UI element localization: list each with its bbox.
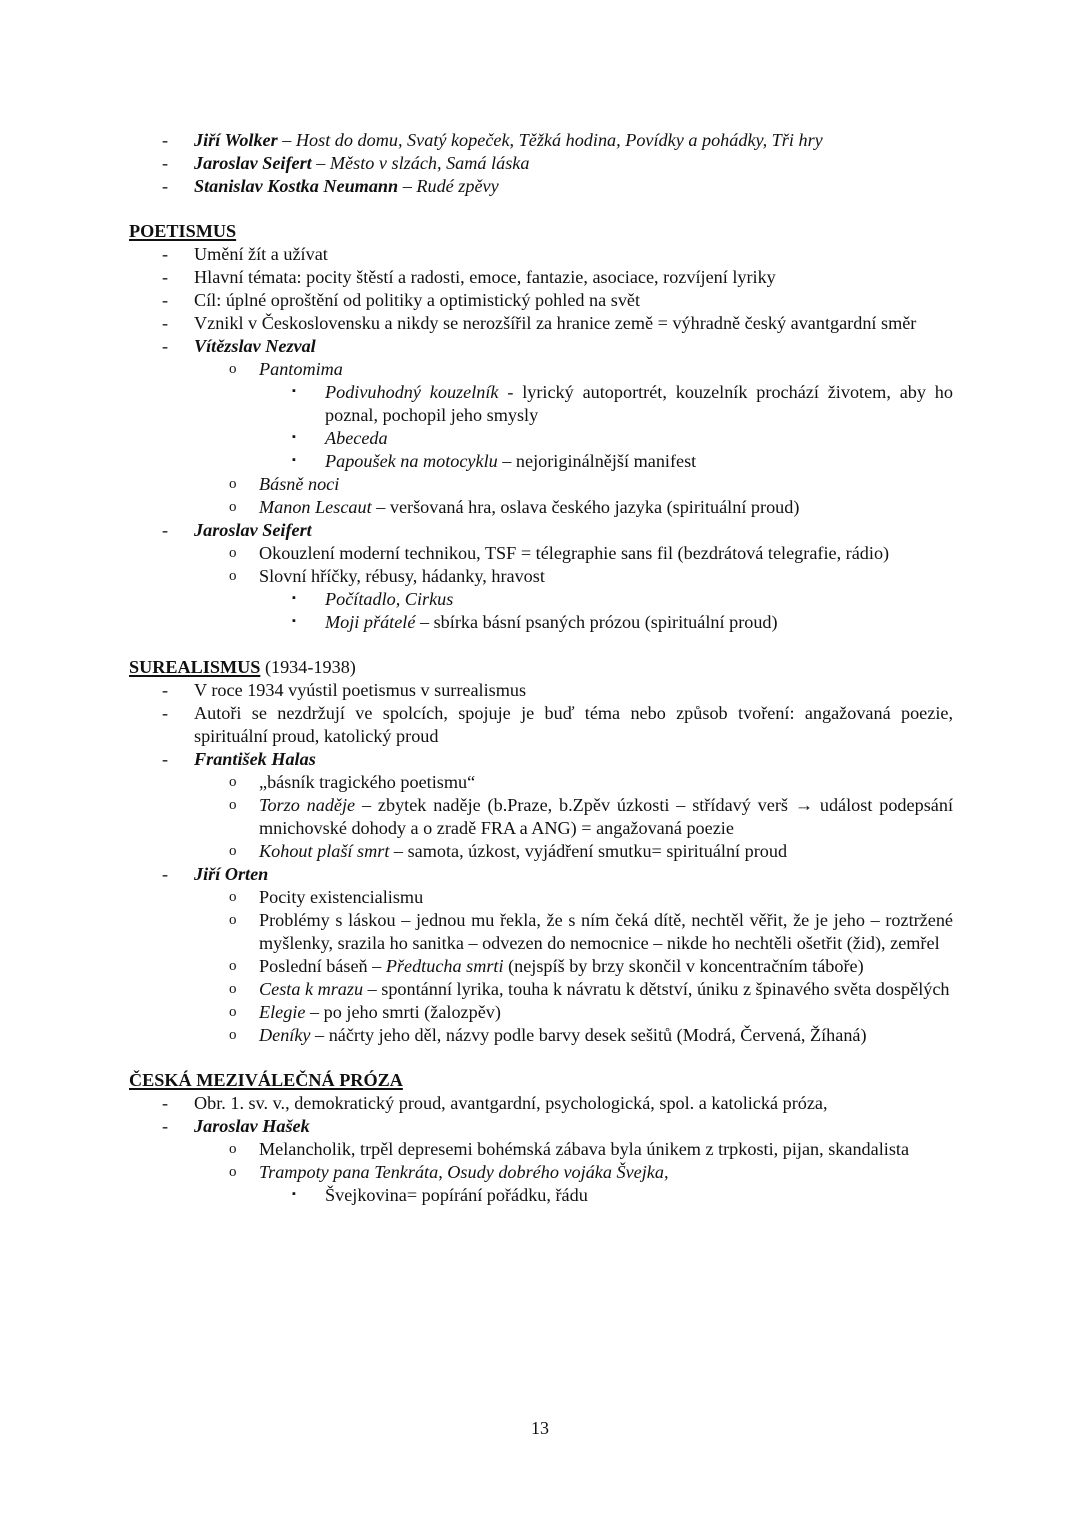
work-title: Elegie bbox=[259, 1002, 306, 1022]
heading-text: ČESKÁ MEZIVÁLEČNÁ PRÓZA bbox=[129, 1070, 403, 1090]
heading-text: SUREALISMUS bbox=[129, 657, 261, 677]
point-text: Autoři se nezdržují ve spolcích, spojuje je buď téma nebo způsob tvoření: angažovaná poezie, spirituální proud, katolický proud bbox=[194, 703, 953, 746]
works-list: Host do domu, Svatý kopeček, Těžká hodina, Povídky a pohádky, Tři hry bbox=[295, 130, 823, 150]
dash-bullet-icon: - bbox=[162, 153, 169, 173]
circle-bullet-icon: o bbox=[229, 774, 237, 790]
list-item bbox=[129, 1115, 953, 1138]
point-text: Pocity existencialismu bbox=[259, 887, 424, 907]
list-item bbox=[129, 542, 953, 565]
point-text: Švejkovina= popírání pořádku, řádu bbox=[325, 1185, 588, 1205]
work-title: Deníky bbox=[259, 1025, 311, 1045]
point-text: Poslední báseň – bbox=[259, 956, 386, 976]
list-item bbox=[129, 243, 953, 266]
circle-bullet-icon: o bbox=[229, 889, 237, 905]
list-item bbox=[129, 175, 953, 198]
list-item bbox=[129, 588, 953, 611]
list-item bbox=[129, 771, 953, 794]
work-title: Pantomima bbox=[259, 359, 343, 379]
list-item bbox=[129, 496, 953, 519]
point-text: Melancholik, trpěl depresemi bohémská zábava byla únikem z trpkosti, pijan, skandalista bbox=[259, 1139, 910, 1159]
list-item bbox=[129, 427, 953, 450]
work-title: Abeceda bbox=[325, 428, 388, 448]
point-text: Okouzlení moderní technikou, TSF = télegraphie sans fil (bezdrátová telegrafie, rádio) bbox=[259, 543, 890, 563]
list-item bbox=[129, 679, 953, 702]
point-text: Umění žít a užívat bbox=[194, 244, 328, 264]
circle-bullet-icon: o bbox=[229, 912, 237, 928]
separator: – bbox=[311, 153, 330, 173]
section-surrealismus bbox=[129, 656, 953, 1047]
work-title: Manon Lescaut bbox=[259, 497, 372, 517]
circle-bullet-icon: o bbox=[229, 797, 237, 813]
work-title: Moji přátelé bbox=[325, 612, 416, 632]
list-item bbox=[129, 886, 953, 909]
intro-author-list bbox=[129, 129, 953, 198]
work-title: Trampoty pana Tenkráta, Osudy dobrého vojáka Švejka, bbox=[259, 1162, 669, 1182]
point-text: – po jeho smrti (žalozpěv) bbox=[305, 1002, 501, 1022]
circle-bullet-icon: o bbox=[229, 499, 237, 515]
point-text: Cíl: úplné oproštění od politiky a optimistický pohled na svět bbox=[194, 290, 641, 310]
list-item bbox=[129, 702, 953, 748]
section-heading bbox=[129, 220, 953, 243]
page-content bbox=[129, 129, 953, 1207]
square-bullet-icon: ▪ bbox=[292, 592, 296, 604]
circle-bullet-icon: o bbox=[229, 1141, 237, 1157]
dash-bullet-icon: - bbox=[162, 1116, 169, 1136]
point-text: – spontánní lyrika, touha k návratu k dětství, úniku z špinavého světa dospělých bbox=[363, 979, 950, 999]
list-item bbox=[129, 312, 953, 335]
dash-bullet-icon: - bbox=[162, 864, 169, 884]
dash-bullet-icon: - bbox=[162, 680, 169, 700]
square-bullet-icon: ▪ bbox=[292, 385, 296, 397]
proza-list bbox=[129, 1092, 953, 1207]
poetismus-list bbox=[129, 243, 953, 634]
list-item bbox=[129, 129, 953, 152]
work-title: Torzo naděje bbox=[259, 795, 356, 815]
list-item bbox=[129, 450, 953, 473]
dash-bullet-icon: - bbox=[162, 336, 169, 356]
list-item bbox=[129, 611, 953, 634]
list-item bbox=[129, 955, 953, 978]
list-item bbox=[129, 266, 953, 289]
circle-bullet-icon: o bbox=[229, 545, 237, 561]
list-item bbox=[129, 473, 953, 496]
circle-bullet-icon: o bbox=[229, 843, 237, 859]
square-bullet-icon: ▪ bbox=[292, 615, 296, 627]
page-number: 13 bbox=[531, 1418, 549, 1438]
author-name: Vítězslav Nezval bbox=[194, 336, 316, 356]
point-text: „básník tragického poetismu“ bbox=[259, 772, 476, 792]
circle-bullet-icon: o bbox=[229, 361, 237, 377]
list-item bbox=[129, 289, 953, 312]
list-item bbox=[129, 1092, 953, 1115]
list-item bbox=[129, 519, 953, 542]
list-item bbox=[129, 381, 953, 427]
work-title: Kohout plaší smrt bbox=[259, 841, 390, 861]
dash-bullet-icon: - bbox=[162, 267, 169, 287]
work-title: Předtucha smrti bbox=[385, 956, 504, 976]
list-item bbox=[129, 794, 953, 840]
square-bullet-icon: ▪ bbox=[292, 454, 296, 466]
dash-bullet-icon: - bbox=[162, 130, 169, 150]
point-text: V roce 1934 vyústil poetismus v surrealismus bbox=[194, 680, 527, 700]
circle-bullet-icon: o bbox=[229, 568, 237, 584]
section-proza bbox=[129, 1069, 953, 1207]
circle-bullet-icon: o bbox=[229, 958, 237, 974]
dash-bullet-icon: - bbox=[162, 176, 169, 196]
heading-text: POETISMUS bbox=[129, 221, 237, 241]
author-name: František Halas bbox=[194, 749, 316, 769]
list-item bbox=[129, 1138, 953, 1161]
point-text: – sbírka básní psaných prózou (spirituální proud) bbox=[415, 612, 778, 632]
section-heading bbox=[129, 1069, 953, 1092]
author-name: Stanislav Kostka Neumann bbox=[194, 176, 399, 196]
list-item bbox=[129, 335, 953, 358]
dash-bullet-icon: - bbox=[162, 244, 169, 264]
list-item bbox=[129, 358, 953, 381]
point-text: – samota, úzkost, vyjádření smutku= spirituální proud bbox=[389, 841, 788, 861]
dash-bullet-icon: - bbox=[162, 313, 169, 333]
circle-bullet-icon: o bbox=[229, 1004, 237, 1020]
dash-bullet-icon: - bbox=[162, 749, 169, 769]
point-text: – náčrty jeho děl, názvy podle barvy desek sešitů (Modrá, Červená, Žíhaná) bbox=[310, 1025, 867, 1045]
point-text: – veršovaná hra, oslava českého jazyka (spirituální proud) bbox=[371, 497, 800, 517]
point-text: – zbytek naděje (b.Praze, b.Zpěv úzkosti – střídavý verš → událost podepsání mnichovské dohody a o zradě FRA a ANG) = angažovaná poezie bbox=[259, 795, 953, 838]
surrealismus-list bbox=[129, 679, 953, 1047]
circle-bullet-icon: o bbox=[229, 1027, 237, 1043]
list-item bbox=[129, 909, 953, 955]
separator: – bbox=[398, 176, 417, 196]
square-bullet-icon: ▪ bbox=[292, 1188, 296, 1200]
work-title: Podivuhodný kouzelník bbox=[325, 382, 499, 402]
list-item bbox=[129, 840, 953, 863]
point-text: Vznikl v Československu a nikdy se nerozšířil za hranice země = výhradně český avantgardní směr bbox=[194, 313, 917, 333]
list-item bbox=[129, 1184, 953, 1207]
dash-bullet-icon: - bbox=[162, 290, 169, 310]
point-text: Obr. 1. sv. v., demokratický proud, avantgardní, psychologická, spol. a katolická próza, bbox=[194, 1093, 828, 1113]
list-item bbox=[129, 748, 953, 771]
works-list: Rudé zpěvy bbox=[416, 176, 499, 196]
circle-bullet-icon: o bbox=[229, 981, 237, 997]
dash-bullet-icon: - bbox=[162, 703, 169, 723]
dash-bullet-icon: - bbox=[162, 520, 169, 540]
author-name: Jiří Orten bbox=[194, 864, 269, 884]
point-text: Hlavní témata: pocity štěstí a radosti, emoce, fantazie, asociace, rozvíjení lyriky bbox=[194, 267, 776, 287]
dash-bullet-icon: - bbox=[162, 1093, 169, 1113]
list-item bbox=[129, 565, 953, 588]
list-item bbox=[129, 863, 953, 886]
work-title: Cesta k mrazu bbox=[259, 979, 364, 999]
separator: – bbox=[277, 130, 296, 150]
heading-years: (1934-1938) bbox=[260, 657, 356, 677]
author-name: Jaroslav Seifert bbox=[194, 153, 312, 173]
list-item bbox=[129, 1161, 953, 1184]
author-name: Jaroslav Hašek bbox=[194, 1116, 310, 1136]
circle-bullet-icon: o bbox=[229, 1164, 237, 1180]
author-name: Jiří Wolker bbox=[194, 130, 278, 150]
section-heading bbox=[129, 656, 953, 679]
point-text: – nejoriginálnější manifest bbox=[497, 451, 697, 471]
square-bullet-icon: ▪ bbox=[292, 431, 296, 443]
point-text: (nejspíš by brzy skončil v koncentračním táboře) bbox=[503, 956, 864, 976]
work-title: Počítadlo, Cirkus bbox=[325, 589, 454, 609]
list-item bbox=[129, 152, 953, 175]
author-name: Jaroslav Seifert bbox=[194, 520, 312, 540]
section-poetismus bbox=[129, 220, 953, 634]
list-item bbox=[129, 978, 953, 1001]
point-text: Slovní hříčky, rébusy, hádanky, hravost bbox=[259, 566, 545, 586]
point-text: Problémy s láskou – jednou mu řekla, že s ním čeká dítě, nechtěl věřit, že je jeho – roztržené myšlenky, srazila ho sanitka – odvezen do nemocnice – nikde ho nechtěli ošetřit (žid), zemřel bbox=[259, 910, 953, 953]
work-title: Básně noci bbox=[259, 474, 340, 494]
circle-bullet-icon: o bbox=[229, 476, 237, 492]
works-list: Město v slzách, Samá láska bbox=[329, 153, 530, 173]
list-item bbox=[129, 1001, 953, 1024]
list-item bbox=[129, 1024, 953, 1047]
work-title: Papoušek na motocyklu bbox=[325, 451, 498, 471]
point-text: - lyrický autoportrét, kouzelník prochází životem, aby ho poznal, pochopil jeho smysly bbox=[325, 382, 953, 425]
